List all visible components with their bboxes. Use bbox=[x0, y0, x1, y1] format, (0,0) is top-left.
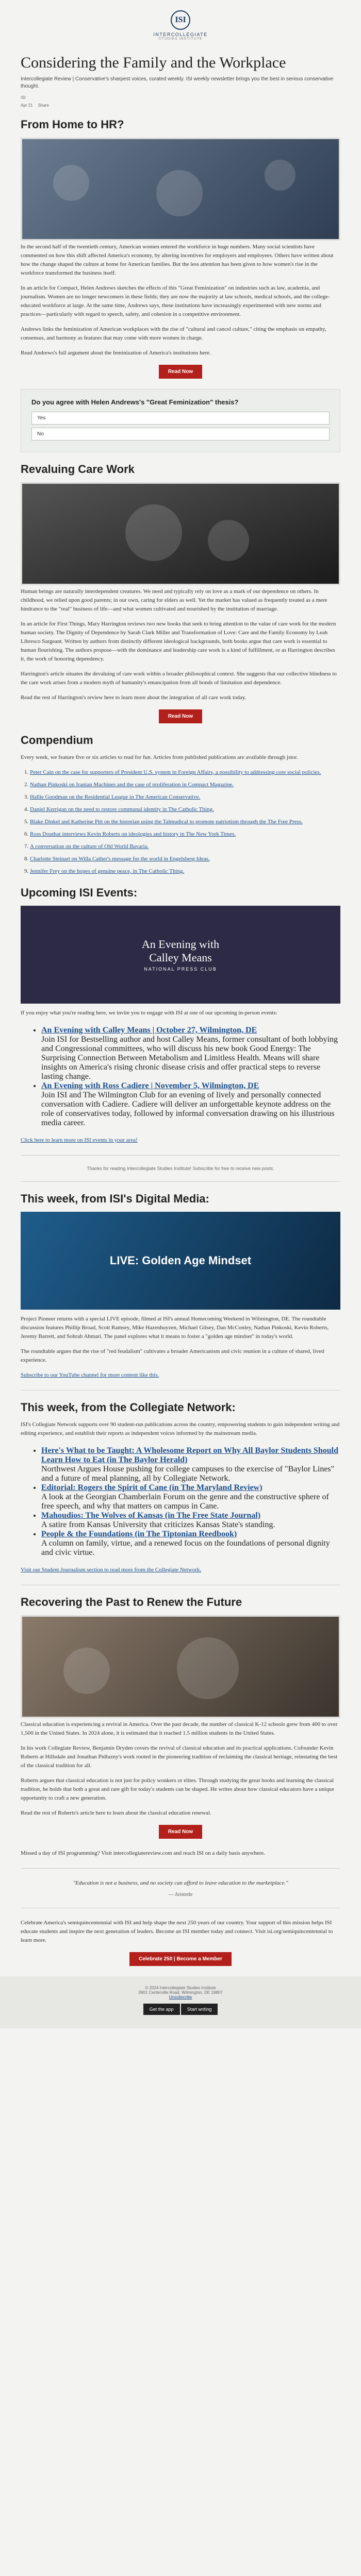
section-heading-care-work: Revaluing Care Work bbox=[21, 463, 135, 476]
poll-option-yes[interactable]: Yes bbox=[31, 412, 330, 425]
paragraph: Andrews links the feminization of American workplaces with the rise of "cultural and cancel culture," citing the emphasis on empathy, consensus, and harmony as features that may come with more women in charge. bbox=[21, 326, 326, 341]
list-item[interactable]: 6. Ross Douthat interviews Kevin Roberts on ideologies and history in The New York Times. bbox=[30, 830, 340, 839]
event-description: Join ISI for Bestselling author and host Calley Means, former consultant of both lobbying and Congressional committees, who will discuss his new book Good Energy: The Surprising Connection Between Metabolism and Limitless Health. Means will share insights on America's rising chronic disease crisis and offer practical steps to reverse lasting change. bbox=[41, 1035, 338, 1081]
unsubscribe-link[interactable]: Unsubscribe bbox=[169, 1995, 192, 1999]
copyright: © 2024 Intercollegiate Studies Institute bbox=[145, 1986, 216, 1990]
paragraph: Read the rest of Roberts's article here to learn about the classical education renewal. bbox=[21, 1810, 211, 1816]
footer bbox=[0, 1976, 361, 2028]
poll-option-no[interactable]: No bbox=[31, 428, 330, 440]
paragraph: In an article for Compact, Helen Andrews sketches the effects of this "Great Feminization" on industries such as law, academia, and journalism. Women are no longer newcomers in these fields; they are now the majority at law schools, medical schools, and the college-educated workforce at large. At the same time, Andrews says, these institutions have increasingly experimented with new norms and practices—particularly with regard to speech, safety, and cohesion in a competitive environment. bbox=[21, 285, 330, 317]
section-heading-classical-education: Recovering the Past to Renew the Future bbox=[21, 1596, 242, 1608]
cn-list bbox=[21, 1446, 340, 1557]
paragraph: In the second half of the twentieth century, American women entered the workforce in huge numbers. Many social scientists have commented on how this shift affected America's economy, by altering incentives for employers and employees. Others have written about how the change shaped the culture at home for American families. But the less attention has been given to how women's rise in the workforce transformed the business itself. bbox=[21, 244, 334, 276]
event-item bbox=[41, 1026, 340, 1081]
paragraph: In an article for First Things, Mary Harrington reviews two new books that seek to bring attention to the value of care work for the modern human society. The Dignity of Dependence by Sarah Clark Miller and Transformation of Love: Care and the Family Economy by Leah Libresco Sargeant. Written by authors from distinctly different ideological backgrounds, both books argue that care work is essential to human flourishing. The authors propose—with the dominance and leadership care work is a kind of fulfillment, or as Harrington describes it, the work of honoring dependency. bbox=[21, 621, 336, 662]
section-image-classroom bbox=[21, 1615, 340, 1718]
content bbox=[0, 54, 361, 1966]
section-heading-digital-media: This week, from ISI's Digital Media: bbox=[21, 1192, 209, 1205]
paragraph: Harrington's article situates the devaluing of care work within a broader philosophical context. She suggests that our collective blindness to the care work arises from a modern myth of humanity's emancipation from all bonds of limitation and dependence. bbox=[21, 671, 337, 686]
paragraph: Roberts argues that classical education is not just for policy wonkers or elites. Through studying the great books and learning the classical tradition, he holds that both a great and rare gift for today's students can be shaped. He writes about how classical educators have a unique opportunity to craft a new generation. bbox=[21, 1777, 335, 1801]
article-date: Apr 21 bbox=[21, 103, 33, 108]
event-banner-title: An Evening with bbox=[141, 938, 220, 951]
compendium-intro: Every week, we feature five or six articles to read for fun. Articles from published publications are available through jstor. bbox=[21, 754, 298, 760]
list-item[interactable]: 5. Blake Dinkel and Katherine Pitt on the historian using the Talmudical to promote patriotism through the The Free Press. bbox=[30, 818, 340, 826]
poll-question: Do you agree with Helen Andrews's "Great Feminization" thesis? bbox=[31, 398, 239, 406]
section-heading-home-to-hr: From Home to HR? bbox=[21, 118, 124, 131]
paragraph: Read Andrews's full argument about the feminization of America's institutions here. bbox=[21, 350, 211, 356]
become-member-button[interactable]: Celebrate 250 | Become a Member bbox=[129, 1952, 232, 1966]
divider bbox=[21, 1155, 340, 1156]
event-description: Join ISI and The Wilmington Club for an evening of lively and personally connected conversation with Cadiere. Cadiere will deliver an unforgettable keynote address on the role of conservatives today, followed by informal conversation drawing on his illustrious media career. bbox=[41, 1091, 335, 1127]
video-thumbnail[interactable] bbox=[21, 1212, 340, 1310]
list-item[interactable]: 2. Nathan Pinkoski on Iranian Machines and the case of proliferation in Compact Magazine. bbox=[30, 781, 340, 789]
events-link[interactable]: Click here to learn more on ISI events in your area! bbox=[21, 1137, 138, 1143]
read-now-button[interactable]: Read Now bbox=[159, 365, 202, 379]
event-banner-venue: NATIONAL PRESS CLUB bbox=[144, 967, 217, 972]
membership-paragraph: Celebrate America's semiquincentennial with ISI and help shape the next 250 years of our country. Your support of this mission helps ISI educate students and inspire the next generation of leaders. Become an ISI member today and connect. Visit isi.org/semiquincentennial to learn more. bbox=[21, 1920, 333, 1943]
cn-closing-link[interactable]: Visit our Student Journalism section to read more from the Collegiate Network. bbox=[21, 1567, 202, 1573]
event-banner[interactable] bbox=[21, 906, 340, 1004]
list-item: • Mahoudios: The Wolves of Kansas (in The Free State Journal) A satire from Kansas University that criticizes Kansas State's standing. bbox=[41, 1511, 340, 1530]
subscribe-note: Thanks for reading Intercollegiate Studies Institute! Subscribe for free to receive new posts. bbox=[87, 1166, 274, 1171]
paragraph: The roundtable argues that the rise of "red feudalism" cultivates a broader Americanism and civic reunion in a culture of shared, lived experience. bbox=[21, 1348, 324, 1363]
article-title: Considering the Family and the Workplace bbox=[21, 54, 286, 71]
list-item[interactable]: 4. Daniel Kerrigan on the need to restore communal identity in The Catholic Thing. bbox=[30, 805, 340, 814]
byline[interactable]: ISI bbox=[21, 95, 26, 100]
section-heading-compendium: Compendium bbox=[21, 734, 93, 747]
event-title[interactable]: An Evening with Ross Cadiere | November 5, Wilmington, DE bbox=[41, 1081, 259, 1090]
paragraph: Human beings are naturally interdependent creatures. We need and typically rely on love as a mark of our dependence on others. In childhood, we relied upon good parents; in our own, caring for elders as well. Yet the market has valued as frequently treated as a mere hindrance to the "real" business of life—and what women cultivated and nourished by the institution of marriage. bbox=[21, 588, 327, 612]
get-app-button[interactable]: Get the app bbox=[143, 2004, 180, 2015]
compendium-list bbox=[21, 768, 340, 876]
article-meta bbox=[21, 103, 340, 108]
section-image-care bbox=[21, 482, 340, 585]
brand-tag: STUDIES INSTITUTE bbox=[158, 37, 203, 41]
event-banner-speaker: Calley Means bbox=[149, 951, 212, 964]
section-image-office bbox=[21, 138, 340, 241]
article-subtitle: Intercollegiate Review | Conservative's sharpest voices, curated weekly. ISI weekly newsletter brings you the best in serious conservative thought. bbox=[21, 76, 334, 89]
section-heading-events: Upcoming ISI Events: bbox=[21, 886, 138, 899]
events-intro: If you enjoy what you're reading here, we invite you to engage with ISI at one of our upcoming in-person events: bbox=[21, 1010, 277, 1016]
youtube-link[interactable]: Subscribe to our YouTube channel for more content like this. bbox=[21, 1372, 159, 1378]
isi-logo[interactable]: ISI bbox=[171, 10, 190, 30]
paragraph: Classical education is experiencing a revival in America. Over the past decade, the number of classical K-12 schools grew from 400 to over 1,500 in the United States. In 2024 alone, it is estimated that it reached 1.5 million students in the United States. bbox=[21, 1721, 338, 1736]
poll bbox=[21, 389, 340, 452]
event-title[interactable]: An Evening with Calley Means | October 27, Wilmington, DE bbox=[41, 1026, 257, 1035]
paragraph: Project Pioneer returns with a special LIVE episode, filmed at ISI's annual Homecoming Weekend in Wilmington, DE. The roundtable discussion features Phillip Broad, Scott Ramsey, Mike Hazenhuyzen, Michael Gilsey, Dan McConley, Nathan Pinkoski, Kevin Roberts, Jeremy Barrett, and Sohrab Ahmari. The panel explores what it means to foster a "golden age mindset" in today's world. bbox=[21, 1316, 329, 1340]
address: 3901 Centerville Road, Wilmington, DE 19807 bbox=[138, 1990, 223, 1995]
start-writing-button[interactable]: Start writing bbox=[181, 2004, 218, 2015]
list-item[interactable]: 7. A conversation on the culture of Old World Bavaria. bbox=[30, 842, 340, 851]
list-item: • Here's What to be Taught: A Wholesome Report on Why All Baylor Students Should Learn How to Eat (in The Baylor Herald) Northwest Argues House pushing for college campuses to the exercise of "Baylor Lines" and a future of meal planning, all by Collegiate Network. bbox=[41, 1446, 340, 1483]
list-item[interactable]: 9. Jennifer Frey on the hopes of genuine peace, in The Catholic Thing. bbox=[30, 867, 340, 876]
section-heading-collegiate-network: This week, from the Collegiate Network: bbox=[21, 1401, 236, 1414]
cn-intro: ISI's Collegiate Network supports over 90 student-run publications across the country, empowering students to gain independent writing and editing experience, and establish their reports as independent voices informed by the mainstream media. bbox=[21, 1421, 340, 1436]
event-item bbox=[41, 1081, 340, 1128]
paragraph: Read the rest of Harrington's review here to learn more about the integration of all care work today. bbox=[21, 694, 247, 701]
read-now-button[interactable]: Read Now bbox=[159, 1825, 202, 1839]
paragraph: In his work Collegiate Review, Benjamin Dryden covers the revival of classical education and its practical applications. Cofounder Kevin Roberts at Hillsdale and Jonathan Pidluzny's work rooted in the pioneering tradition of reclaiming the classical heritage, reinstating the best of the classical tradition for all. bbox=[21, 1745, 338, 1769]
divider bbox=[21, 1181, 340, 1182]
share-link[interactable]: Share bbox=[38, 103, 49, 108]
header bbox=[0, 0, 361, 46]
daily-note: Missed a day of ISI programming? Visit intercollegiatereview.com and reach ISI on a daily basis anywhere. bbox=[21, 1850, 266, 1856]
divider bbox=[21, 1390, 340, 1391]
read-now-button[interactable]: Read Now bbox=[159, 709, 202, 723]
list-item[interactable]: 3. Hallie Goodman on the Residential League in The American Conservative. bbox=[30, 793, 340, 802]
divider bbox=[21, 1868, 340, 1869]
list-item: • People & the Foundations (in The Tiptonian Reedbook) A column on family, virtue, and a renewed focus on the foundations of personal dignity and civic virtue. bbox=[41, 1530, 340, 1557]
quote-attribution: — Aristotle bbox=[168, 1892, 193, 1897]
events-list bbox=[21, 1026, 340, 1128]
list-item: • Editorial: Rogers the Spirit of Cane (in The Maryland Review) A look at the Georgian Chamberlain Forum on the genre and the constructive sphere of free speech, and why that matters on campus in Cane. bbox=[41, 1483, 340, 1511]
video-title: LIVE: Golden Age Mindset bbox=[109, 1254, 252, 1267]
list-item[interactable]: 8. Charlotte Steinart on Willa Cather's message for the world in Engelsberg Ideas. bbox=[30, 855, 340, 863]
quote: "Education is not a business, and no society can afford to leave education to the marketplace." bbox=[73, 1880, 288, 1886]
list-item[interactable]: 1. Peter Cain on the case for supporters of President U.S. system in Foreign Affairs, a possibility to addressing core social policies. bbox=[30, 768, 340, 777]
brand-name: INTERCOLLEGIATE bbox=[153, 32, 208, 37]
